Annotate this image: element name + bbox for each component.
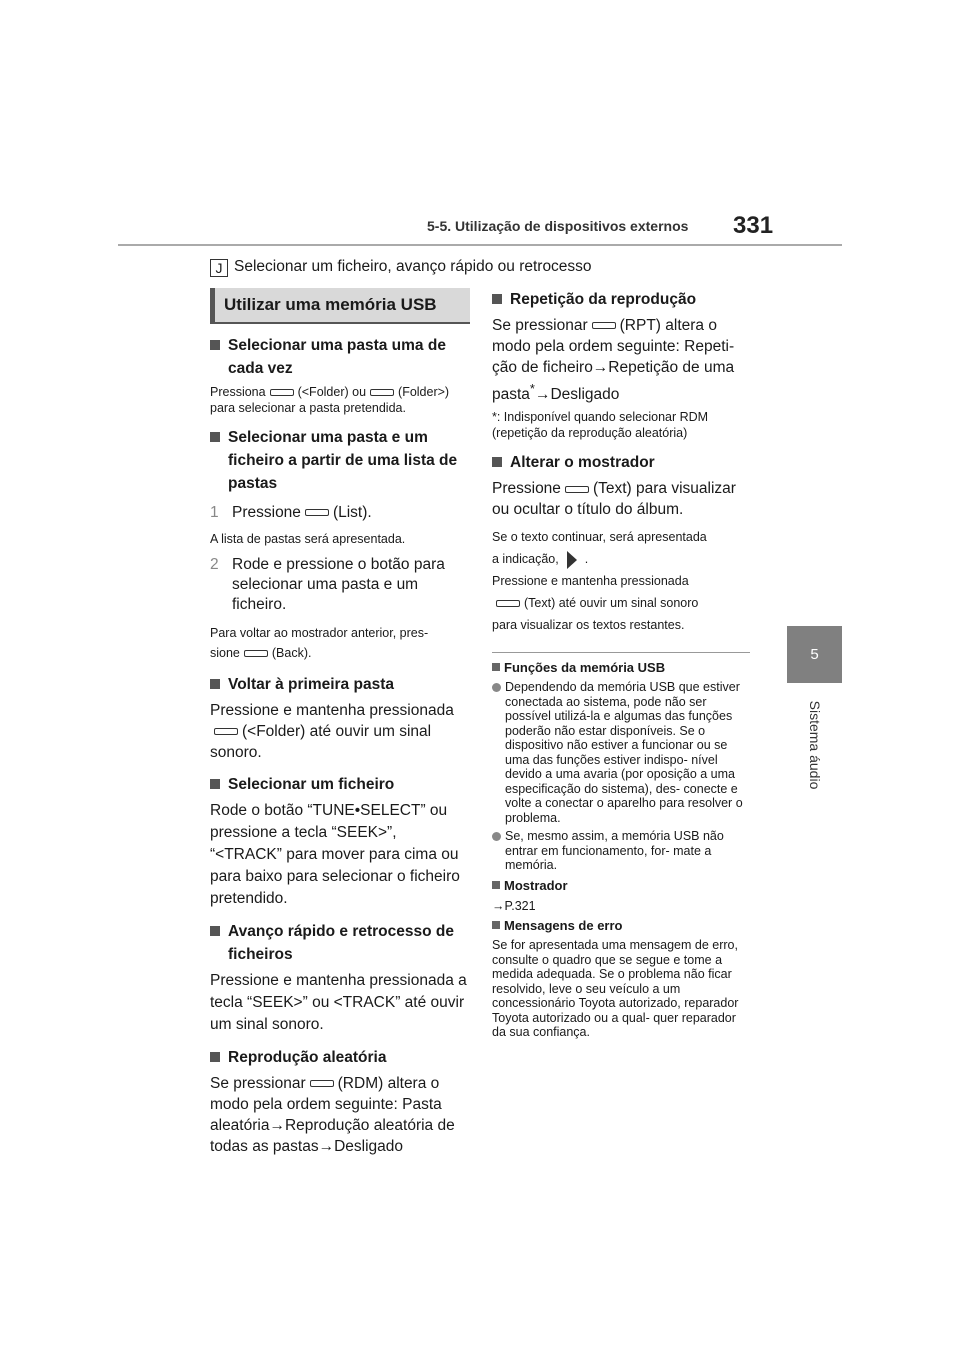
paragraph [492,478,750,520]
text: Pressione [492,480,561,498]
square-bullet-icon [210,926,220,936]
paragraph: Pressione e mantenha pressionada a tecla “SEEK>” ou <TRACK” até ouvir um sinal sonoro. [210,972,467,1033]
subheading [492,288,750,311]
text: (List). [332,504,372,521]
info-heading [492,917,750,934]
info-heading [492,659,750,676]
chapter-label [787,690,842,800]
button-key-icon [370,389,394,396]
round-bullet-icon [492,683,501,692]
text: Pressione e mantenha pressionada [210,702,454,719]
button-key-icon [565,486,589,493]
chapter-tab: 5 [787,626,842,683]
text: (<Folder) até ouvir um sinal [242,723,432,740]
square-bullet-icon [492,881,500,889]
info-heading-text: Mensagens de erro [504,918,623,934]
text: (Text) até ouvir um sinal sonoro [524,596,699,611]
subheading [210,673,470,696]
callout-marker: J [210,259,228,277]
subheading [210,426,470,495]
info-heading [492,877,750,894]
square-bullet-icon [210,779,220,789]
note [492,526,750,636]
subheading-text: Selecionar uma pasta e um ficheiro a partir de uma lista de pastas [228,429,458,492]
text: para visualizar os textos restantes. [492,618,685,633]
step-2 [210,555,470,615]
button-key-icon [214,728,238,735]
subheading [210,334,470,380]
footnote-marker: * [529,381,535,396]
text: Rode e pressione o botão para selecionar uma pasta e um ficheiro. [232,556,445,613]
text: a indicação, [492,552,559,567]
text: (<Folder) ou [297,385,367,399]
step-number: 1 [210,504,219,521]
section-banner: Utilizar uma memória USB [210,288,470,324]
text: Pressione e mantenha pressionada [492,574,689,589]
text: . [584,552,589,567]
step-1 [210,503,470,523]
chapter-label-text: Sistema áudio [806,700,823,790]
section-title: 5-5. Utilização de dispositivos externos [427,218,689,234]
text: →Desligado [534,386,620,404]
button-key-icon [270,389,294,396]
square-bullet-icon [210,679,220,689]
subheading-text: Avanço rápido e retrocesso de ficheiros [228,923,454,963]
step-number: 2 [210,556,219,573]
square-bullet-icon [492,294,502,304]
subheading-text: Selecionar um ficheiro [228,776,395,793]
text: (Back). [271,646,312,660]
paragraph: Rode o botão “TUNE•SELECT” ou pressione a tecla “SEEK>”, “<TRACK” para mover para cima ou para baixo para selecionar o ficheiro pretendido. [210,802,460,907]
subheading-text: Repetição da reprodução [510,291,697,308]
paragraph [210,700,470,763]
button-key-icon [592,322,616,329]
divider [492,652,750,653]
button-key-icon [310,1080,334,1087]
page-number: 331 [733,212,774,239]
step-note: A lista de pastas será apresentada. [210,532,406,546]
text: Se pressionar [210,1075,306,1092]
subheading [492,451,750,474]
text: Se pressionar [492,317,588,334]
square-bullet-icon [210,1052,220,1062]
button-key-icon [496,600,520,607]
more-text-arrow-icon [567,551,577,569]
paragraph [210,384,470,416]
subheading-text: Reprodução aleatória [228,1049,387,1066]
text: (Text) para visualizar ou ocultar o título do álbum. [492,480,736,519]
subheading [210,920,470,966]
right-column [492,288,750,1040]
paragraph [210,1073,470,1157]
step-note [210,623,470,663]
info-heading-text: Funções da memória USB [504,660,666,676]
round-bullet-icon [492,832,501,841]
square-bullet-icon [210,432,220,442]
text: Dependendo da memória USB que estiver conectada ao sistema, pode não ser possível utilizá-la e algumas das funções poderão não estar disponíveis. Se o dispositivo não estiver a funcionar ou se uma das funções estiver indispo- nível devido a uma avaria (por oposição a uma especificação do sistema), des- conecte e volte a conectar o aparelho para resolver o problema. [505,680,743,825]
text: para selecionar a pasta pretendida. [210,401,406,415]
left-column [210,288,470,1157]
square-bullet-icon [492,921,500,929]
text: sione [210,646,240,660]
header-divider [118,244,842,246]
text: Pressiona [210,385,266,399]
text: Se, mesmo assim, a memória USB não entrar em funcionamento, for- mate a memória. [505,829,724,873]
square-bullet-icon [492,457,502,467]
page-reference: →P.321 [492,898,536,913]
paragraph: Se for apresentada uma mensagem de erro, consulte o quadro que se segue e tome a medida adequada. Se o problema não ficar resolvido, leve o seu veículo a um concessionário Toyota autorizado, reparador Toyota autorizado ou a qual- quer reparador da sua confiança. [492,938,739,1040]
callout-text: Selecionar um ficheiro, avanço rápido ou retrocesso [234,258,592,275]
subheading [210,1046,470,1069]
info-heading-text: Mostrador [504,877,568,893]
text: Se o texto continuar, será apresentada [492,530,707,545]
text: (RPT) altera o modo pela ordem seguinte: Repeti- ção de ficheiro→Repetição de uma pasta [492,317,735,404]
button-key-icon [244,650,268,657]
callout-item [210,258,592,277]
square-bullet-icon [210,340,220,350]
bullet-item [492,829,750,873]
footnote: *: Indisponível quando selecionar RDM (repetição da reprodução aleatória) [492,410,709,441]
text: (Folder>) [398,385,450,399]
text: Pressione [232,504,301,521]
paragraph [492,315,750,405]
button-key-icon [305,509,329,516]
subheading-text: Alterar o mostrador [510,454,655,472]
text: (RDM) altera o modo pela ordem seguinte: Pasta aleatória→Reprodução aleatória de todas as pastas→Desligado [210,1075,455,1155]
text: sonoro. [210,744,262,761]
bullet-item [492,680,750,825]
square-bullet-icon [492,663,500,671]
subheading-text: Selecionar uma pasta uma de cada vez [228,337,446,377]
text: Para voltar ao mostrador anterior, pres- [210,626,429,640]
subheading-text: Voltar à primeira pasta [228,676,394,693]
subheading [210,773,470,796]
